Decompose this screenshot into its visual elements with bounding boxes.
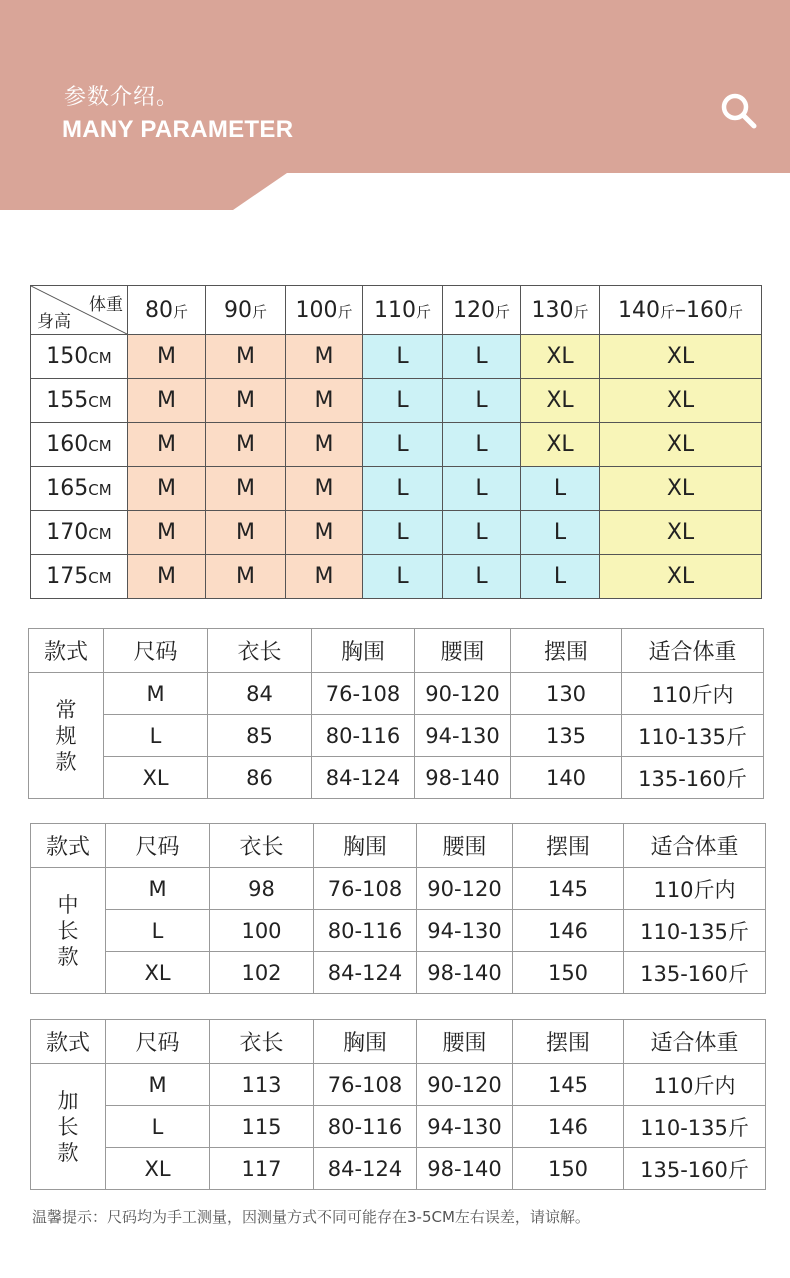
table-cell: 100 [210,910,314,952]
height-cell: 155CM [31,379,128,423]
table-row [31,1106,766,1148]
weight-header: 90斤 [206,286,286,335]
table-cell: 145 [513,1064,624,1106]
size-cell: L [363,467,443,511]
table-cell: 86 [208,757,312,799]
table-cell: 90-120 [415,673,511,715]
table-cell: 80-116 [314,910,417,952]
size-cell: XL [600,511,762,555]
table-cell: 110-135斤 [624,1106,766,1148]
spec-table-long [30,1019,766,1190]
height-cell: 170CM [31,511,128,555]
table-cell: 113 [210,1064,314,1106]
size-cell: L [443,555,521,599]
size-cell: M [286,467,363,511]
size-cell: L [521,511,600,555]
size-cell: L [521,555,600,599]
weight-header: 110斤 [363,286,443,335]
col-header: 衣长 [208,629,312,673]
size-cell: L [363,555,443,599]
table-row [31,952,766,994]
measurement-note: 温馨提示：尺码均为手工测量，因测量方式不同可能存在3-5CM左右误差，请谅解。 [32,1208,590,1226]
col-header: 衣长 [210,1020,314,1064]
weight-header: 130斤 [521,286,600,335]
size-cell: M [128,335,206,379]
weight-header: 120斤 [443,286,521,335]
table-cell: 150 [513,1148,624,1190]
size-cell: M [286,379,363,423]
col-header: 摆围 [513,824,624,868]
style-cell: 加长款 [31,1064,106,1190]
weight-header: 100斤 [286,286,363,335]
col-header: 适合体重 [622,629,764,673]
col-header: 款式 [31,824,106,868]
corner-cell [31,286,128,335]
size-cell: M [286,511,363,555]
table-cell: M [106,1064,210,1106]
size-cell: L [443,335,521,379]
size-cell: M [286,335,363,379]
size-cell: M [206,511,286,555]
table-cell: 84 [208,673,312,715]
weight-header: 140斤–160斤 [600,286,762,335]
col-header: 摆围 [513,1020,624,1064]
size-chart-table [30,285,762,599]
table-row [31,910,766,952]
size-cell: L [363,335,443,379]
col-header: 腰围 [417,1020,513,1064]
size-chart-row [31,379,762,423]
table-cell: 98-140 [417,1148,513,1190]
table-cell: 94-130 [415,715,511,757]
size-cell: XL [600,379,762,423]
size-cell: L [363,423,443,467]
table-cell: XL [104,757,208,799]
spec-table-mid-length [30,823,766,994]
table-cell: 150 [513,952,624,994]
table-cell: 102 [210,952,314,994]
spec-header-row [31,1020,766,1064]
weight-axis-label: 体重 [89,295,123,315]
table-cell: 90-120 [417,1064,513,1106]
section-title-en: MANY PARAMETER [62,116,294,143]
spec-header-row [31,824,766,868]
size-cell: XL [600,423,762,467]
size-cell: L [443,423,521,467]
col-header: 尺码 [106,824,210,868]
table-cell: 80-116 [314,1106,417,1148]
height-cell: 150CM [31,335,128,379]
table-cell: 135 [511,715,622,757]
size-cell: L [521,467,600,511]
size-cell: M [206,379,286,423]
table-cell: XL [106,952,210,994]
table-cell: 110斤内 [624,1064,766,1106]
spec-table-regular [28,628,764,799]
table-cell: 110-135斤 [622,715,764,757]
size-cell: M [128,379,206,423]
table-cell: 84-124 [314,1148,417,1190]
size-cell: XL [521,335,600,379]
table-cell: 98-140 [415,757,511,799]
table-cell: 146 [513,910,624,952]
col-header: 胸围 [312,629,415,673]
table-cell: 110-135斤 [624,910,766,952]
table-cell: 145 [513,868,624,910]
col-header: 胸围 [314,1020,417,1064]
table-cell: 76-108 [314,1064,417,1106]
height-cell: 175CM [31,555,128,599]
table-cell: 130 [511,673,622,715]
size-cell: M [206,467,286,511]
size-chart-row [31,335,762,379]
table-cell: 76-108 [312,673,415,715]
table-cell: 90-120 [417,868,513,910]
size-cell: XL [521,423,600,467]
size-cell: XL [600,467,762,511]
table-cell: 110斤内 [622,673,764,715]
size-cell: M [128,423,206,467]
size-chart-row [31,467,762,511]
size-cell: M [128,555,206,599]
table-row [29,757,764,799]
table-cell: 85 [208,715,312,757]
height-cell: 165CM [31,467,128,511]
size-cell: M [206,423,286,467]
col-header: 腰围 [415,629,511,673]
search-icon[interactable] [720,92,758,130]
table-cell: 80-116 [312,715,415,757]
size-chart-row [31,555,762,599]
table-cell: M [106,868,210,910]
size-cell: M [286,423,363,467]
table-cell: L [106,910,210,952]
spec-header-row [29,629,764,673]
size-cell: M [286,555,363,599]
size-cell: L [363,379,443,423]
size-cell: XL [600,555,762,599]
table-cell: M [104,673,208,715]
table-row [31,1148,766,1190]
table-cell: 110斤内 [624,868,766,910]
table-cell: L [104,715,208,757]
size-cell: L [363,511,443,555]
size-cell: M [206,555,286,599]
style-cell: 中长款 [31,868,106,994]
table-cell: 115 [210,1106,314,1148]
table-cell: 94-130 [417,1106,513,1148]
table-row [29,715,764,757]
size-cell: XL [600,335,762,379]
col-header: 尺码 [104,629,208,673]
height-axis-label: 身高 [37,312,71,332]
style-cell: 常规款 [29,673,104,799]
size-cell: L [443,467,521,511]
table-cell: 98-140 [417,952,513,994]
table-cell: 146 [513,1106,624,1148]
col-header: 腰围 [417,824,513,868]
size-cell: L [443,511,521,555]
size-cell: M [128,467,206,511]
table-cell: L [106,1106,210,1148]
col-header: 衣长 [210,824,314,868]
col-header: 适合体重 [624,1020,766,1064]
table-cell: XL [106,1148,210,1190]
height-cell: 160CM [31,423,128,467]
col-header: 尺码 [106,1020,210,1064]
table-cell: 76-108 [314,868,417,910]
table-cell: 135-160斤 [622,757,764,799]
table-cell: 135-160斤 [624,952,766,994]
size-cell: M [206,335,286,379]
size-chart-row [31,511,762,555]
table-cell: 135-160斤 [624,1148,766,1190]
size-cell: XL [521,379,600,423]
table-row [31,1064,766,1106]
size-chart-header-row [31,286,762,335]
table-row [31,868,766,910]
table-cell: 117 [210,1148,314,1190]
table-cell: 84-124 [314,952,417,994]
section-title-cn: 参数介绍。 [64,85,180,110]
col-header: 摆围 [511,629,622,673]
col-header: 胸围 [314,824,417,868]
size-chart-row [31,423,762,467]
table-cell: 140 [511,757,622,799]
table-cell: 84-124 [312,757,415,799]
col-header: 款式 [29,629,104,673]
table-cell: 98 [210,868,314,910]
size-cell: M [128,511,206,555]
size-cell: L [443,379,521,423]
col-header: 款式 [31,1020,106,1064]
weight-header: 80斤 [128,286,206,335]
table-cell: 94-130 [417,910,513,952]
col-header: 适合体重 [624,824,766,868]
table-row [29,673,764,715]
